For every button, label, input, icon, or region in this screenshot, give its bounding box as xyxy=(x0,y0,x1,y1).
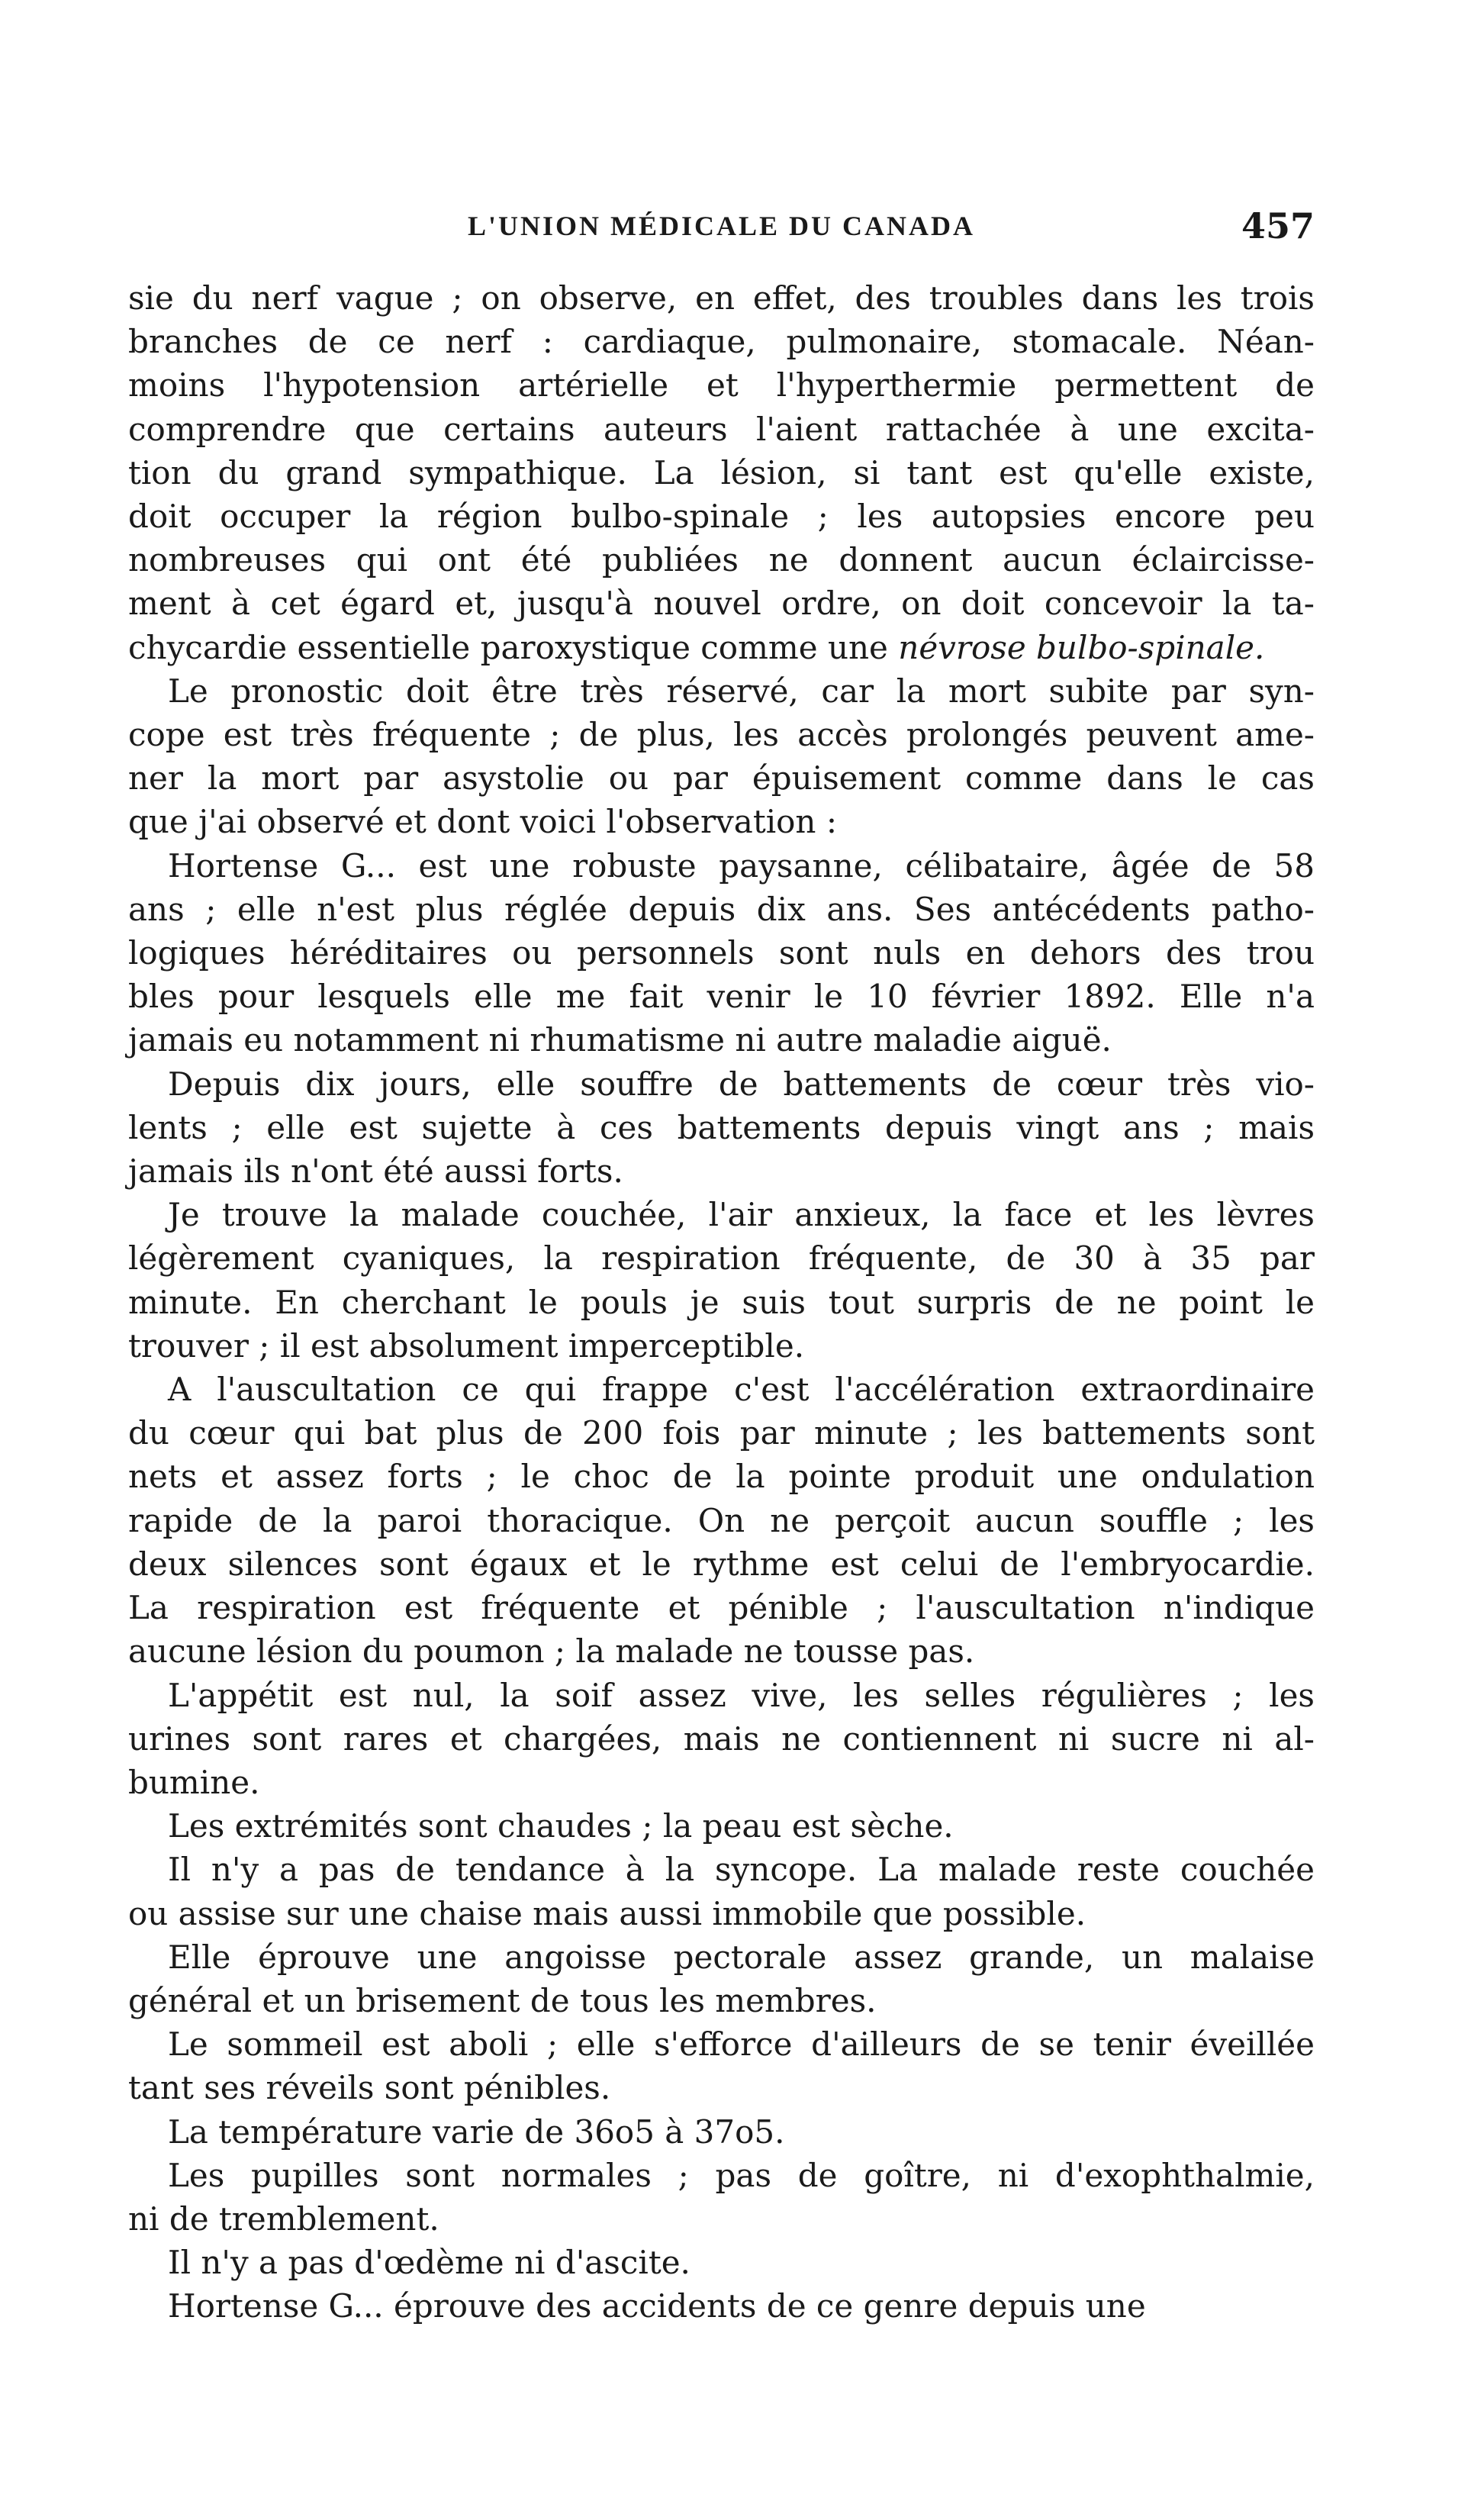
text-line: cope est très fréquente ; de plus, les accès prolongés peuvent ame- xyxy=(128,716,1315,754)
text-line: Il n'y a pas de tendance à la syncope. La malade reste couchée xyxy=(168,1851,1315,1889)
text-line: jamais eu notamment ni rhumatisme ni autre maladie aiguë. xyxy=(128,1021,1112,1059)
text-line: lents ; elle est sujette à ces battements depuis vingt ans ; mais xyxy=(128,1108,1315,1146)
text-line: Il n'y a pas d'œdème ni d'ascite. xyxy=(168,2244,690,2282)
text-line: L'appétit est nul, la soif assez vive, les selles régulières ; les xyxy=(168,1676,1315,1714)
text-line: Je trouve la malade couchée, l'air anxieux, la face et les lèvres xyxy=(168,1196,1315,1234)
text-line: général et un brisement de tous les membres. xyxy=(128,1981,877,2019)
paragraph xyxy=(128,1848,1315,1935)
paragraph xyxy=(128,2022,1315,2109)
text-line: Le sommeil est aboli ; elle s'efforce d'ailleurs de se tenir éveillée xyxy=(168,2025,1315,2064)
text-line: Hortense G... éprouve des accidents de ce genre depuis une xyxy=(168,2287,1146,2325)
italic-term: névrose bulbo-spinale. xyxy=(898,628,1265,666)
paragraph xyxy=(128,1804,1315,1848)
paragraph xyxy=(128,669,1315,844)
paragraph xyxy=(128,1935,1315,2022)
text-line: moins l'hypotension artérielle et l'hyperthermie permettent de xyxy=(128,366,1315,404)
text-line: Le pronostic doit être très réservé, car la mort subite par syn- xyxy=(168,672,1315,710)
text-line: ni de tremblement. xyxy=(128,2199,439,2238)
text-line: trouver ; il est absolument imperceptible. xyxy=(128,1326,805,1365)
text-line: minute. En cherchant le pouls je suis tout surpris de ne point le xyxy=(128,1283,1315,1321)
running-title: L'UNION MÉDICALE DU CANADA xyxy=(467,211,976,241)
text-line: branches de ce nerf : cardiaque, pulmonaire, stomacale. Néan- xyxy=(128,323,1315,361)
text-line: nets et assez forts ; le choc de la pointe produit une ondulation xyxy=(128,1458,1315,1496)
text-line: légèrement cyaniques, la respiration fréquente, de 30 à 35 par xyxy=(128,1239,1315,1278)
paragraph xyxy=(128,1368,1315,1673)
paragraph xyxy=(128,2154,1315,2241)
text-line: doit occuper la région bulbo-spinale ; les autopsies encore peu xyxy=(128,498,1315,536)
paragraph xyxy=(128,1062,1315,1194)
text-line: du cœur qui bat plus de 200 fois par minute ; les battements sont xyxy=(128,1414,1315,1452)
text-line: La température varie de 36o5 à 37o5. xyxy=(168,2112,785,2151)
paragraph xyxy=(128,2241,1315,2284)
text-line: Elle éprouve une angoisse pectorale assez grande, un malaise xyxy=(168,1938,1315,1976)
text-line: Hortense G... est une robuste paysanne, célibataire, âgée de 58 xyxy=(168,846,1315,885)
text-line: jamais ils n'ont été aussi forts. xyxy=(128,1152,623,1191)
text-line: rapide de la paroi thoracique. On ne perçoit aucun souffle ; les xyxy=(128,1501,1315,1539)
text-line: comprendre que certains auteurs l'aient rattachée à une excita- xyxy=(128,410,1315,448)
text-line: Depuis dix jours, elle souffre de battements de cœur très vio- xyxy=(168,1065,1315,1103)
text-line: Les extrémités sont chaudes ; la peau est sèche. xyxy=(168,1807,954,1845)
text-line: sie du nerf vague ; on observe, en effet, des troubles dans les trois xyxy=(128,279,1315,317)
text-line: Les pupilles sont normales ; pas de goître, ni d'exophthalmie, xyxy=(168,2156,1315,2194)
text-line: ner la mort par asystolie ou par épuisement comme dans le cas xyxy=(128,759,1315,798)
text-line: que j'ai observé et dont voici l'observation : xyxy=(128,803,837,841)
page-number: 457 xyxy=(1241,205,1315,247)
text-line: tant ses réveils sont pénibles. xyxy=(128,2069,611,2107)
text-line xyxy=(128,626,1315,669)
text-line: ou assise sur une chaise mais aussi immobile que possible. xyxy=(128,1894,1086,1932)
text-line: ment à cet égard et, jusqu'à nouvel ordre, on doit concevoir la ta- xyxy=(128,585,1315,623)
paragraph xyxy=(128,2110,1315,2154)
page-header xyxy=(128,203,1315,249)
text-line: bles pour lesquels elle me fait venir le 10 février 1892. Elle n'a xyxy=(128,978,1315,1016)
text-line: tion du grand sympathique. La lésion, si tant est qu'elle existe, xyxy=(128,453,1315,491)
text-line: logiques héréditaires ou personnels sont nuls en dehors des trou xyxy=(128,934,1315,972)
paragraph xyxy=(128,276,1315,669)
text-line: aucune lésion du poumon ; la malade ne tousse pas. xyxy=(128,1632,975,1671)
paragraph xyxy=(128,844,1315,1062)
paragraph xyxy=(128,1193,1315,1368)
text-line: bumine. xyxy=(128,1763,260,1801)
text-line: nombreuses qui ont été publiées ne donnent aucun éclaircisse- xyxy=(128,541,1315,579)
text-line: A l'auscultation ce qui frappe c'est l'accélération extraordinaire xyxy=(168,1371,1315,1409)
paragraph xyxy=(128,1674,1315,1805)
text-run: chycardie essentielle paroxystique comme une xyxy=(128,628,899,666)
text-line: La respiration est fréquente et pénible ; l'auscultation n'indique xyxy=(128,1589,1315,1627)
text-line: urines sont rares et chargées, mais ne contiennent ni sucre ni al- xyxy=(128,1719,1315,1758)
body-text xyxy=(128,276,1315,2328)
text-line: deux silences sont égaux et le rythme est celui de l'embryocardie. xyxy=(128,1545,1315,1583)
text-line: ans ; elle n'est plus réglée depuis dix ans. Ses antécédents patho- xyxy=(128,890,1315,928)
paragraph xyxy=(128,2284,1315,2328)
